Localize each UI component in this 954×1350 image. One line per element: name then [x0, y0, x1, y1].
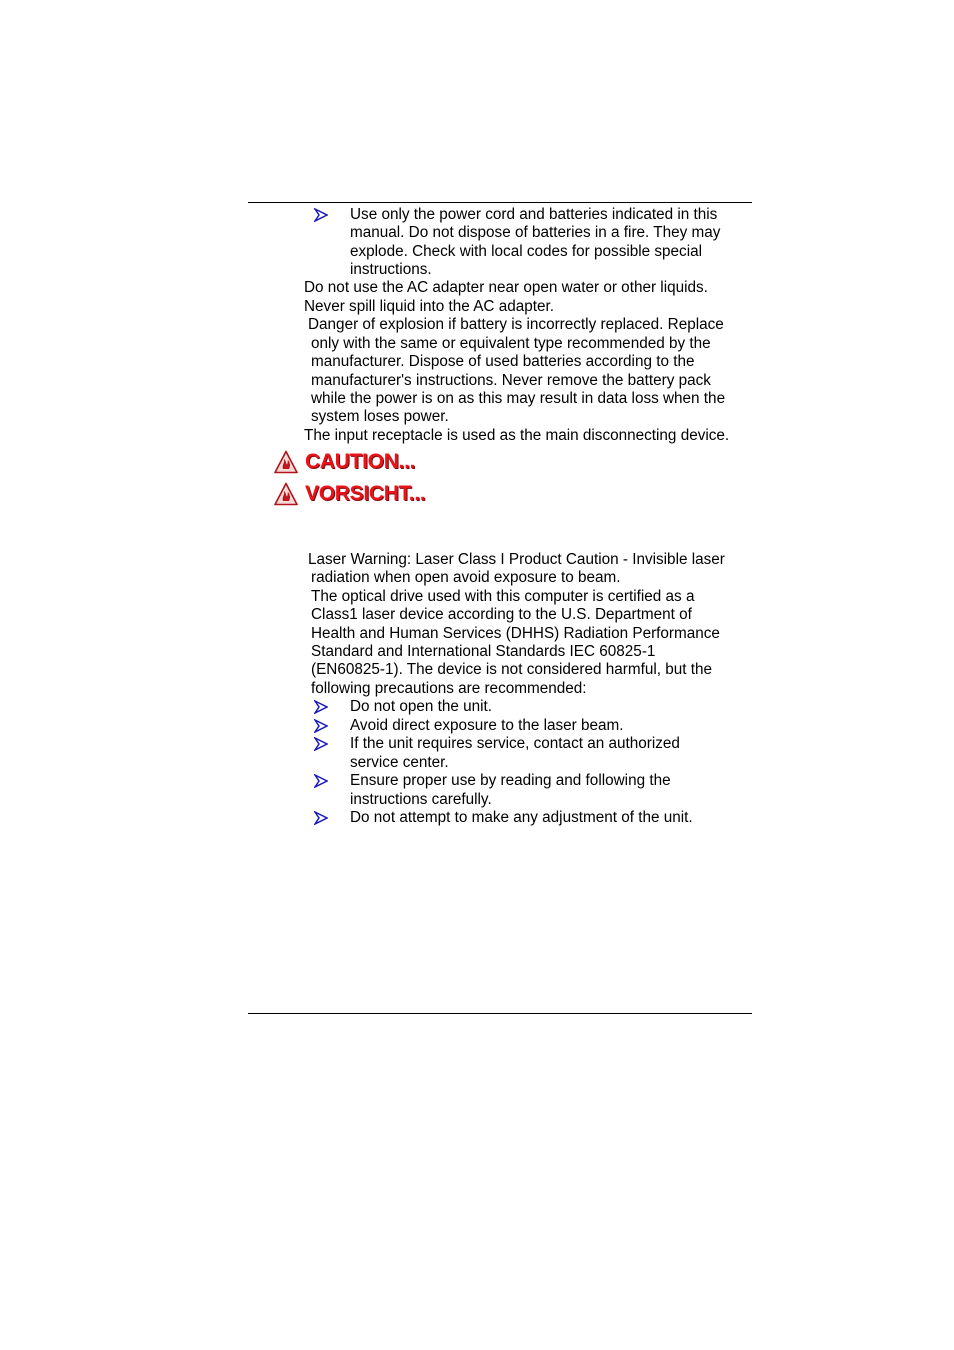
battery-line-2: only with the same or equivalent type recommended by the — [311, 335, 711, 352]
precaution-2: Avoid direct exposure to the laser beam. — [350, 717, 624, 734]
laser-warning-line-1: Laser Warning: Laser Class I Product Caution - Invisible laser — [308, 551, 725, 568]
arrow-bullet-icon — [314, 774, 328, 788]
arrow-bullet-icon — [314, 208, 328, 222]
power-cord-line-3: explode. Check with local codes for possible special — [350, 243, 703, 260]
caution-heading — [274, 448, 415, 476]
arrow-bullet-icon — [314, 700, 328, 714]
battery-line-1: Danger of explosion if battery is incorrectly replaced. Replace — [308, 316, 724, 333]
caution-label: CAUTION... — [305, 450, 416, 473]
precaution-5: Do not attempt to make any adjustment of the unit. — [350, 809, 693, 826]
precaution-3-line-2: service center. — [350, 754, 449, 771]
battery-line-3: manufacturer. Dispose of used batteries according to the — [311, 353, 695, 370]
precaution-1: Do not open the unit. — [350, 698, 493, 715]
optical-drive-line-3: Health and Human Services (DHHS) Radiation Performance — [311, 625, 720, 642]
power-cord-line-1: Use only the power cord and batteries indicated in this — [350, 206, 718, 223]
optical-drive-line-4: Standard and International Standards IEC 60825-1 — [311, 643, 656, 660]
ac-adapter-line-2: Never spill liquid into the AC adapter. — [304, 298, 554, 315]
ac-adapter-line-1: Do not use the AC adapter near open water or other liquids. — [304, 279, 708, 296]
optical-drive-line-1: The optical drive used with this computer is certified as a — [311, 588, 695, 605]
warning-triangle-icon — [274, 482, 298, 506]
optical-drive-line-6: following precautions are recommended: — [311, 680, 587, 697]
vorsicht-heading — [274, 480, 425, 508]
optical-drive-line-5: (EN60825-1). The device is not considered harmful, but the — [311, 661, 713, 678]
receptacle-line: The input receptacle is used as the main disconnecting device. — [304, 427, 730, 444]
vorsicht-label: VORSICHT... — [305, 482, 426, 505]
top-rule — [248, 202, 752, 203]
bottom-rule — [248, 1013, 752, 1014]
laser-warning-line-2: radiation when open avoid exposure to beam. — [311, 569, 621, 586]
arrow-bullet-icon — [314, 737, 328, 751]
battery-line-4: manufacturer's instructions. Never remove the battery pack — [311, 372, 711, 389]
battery-line-5: while the power is on as this may result in data loss when the — [311, 390, 726, 407]
optical-drive-line-2: Class1 laser device according to the U.S. Department of — [311, 606, 692, 623]
precaution-3-line-1: If the unit requires service, contact an authorized — [350, 735, 680, 752]
precaution-4-line-1: Ensure proper use by reading and following the — [350, 772, 671, 789]
battery-line-6: system loses power. — [311, 408, 449, 425]
precaution-4-line-2: instructions carefully. — [350, 791, 492, 808]
warning-triangle-icon — [274, 450, 298, 474]
arrow-bullet-icon — [314, 811, 328, 825]
power-cord-line-4: instructions. — [350, 261, 432, 278]
arrow-bullet-icon — [314, 719, 328, 733]
power-cord-line-2: manual. Do not dispose of batteries in a fire. They may — [350, 224, 721, 241]
